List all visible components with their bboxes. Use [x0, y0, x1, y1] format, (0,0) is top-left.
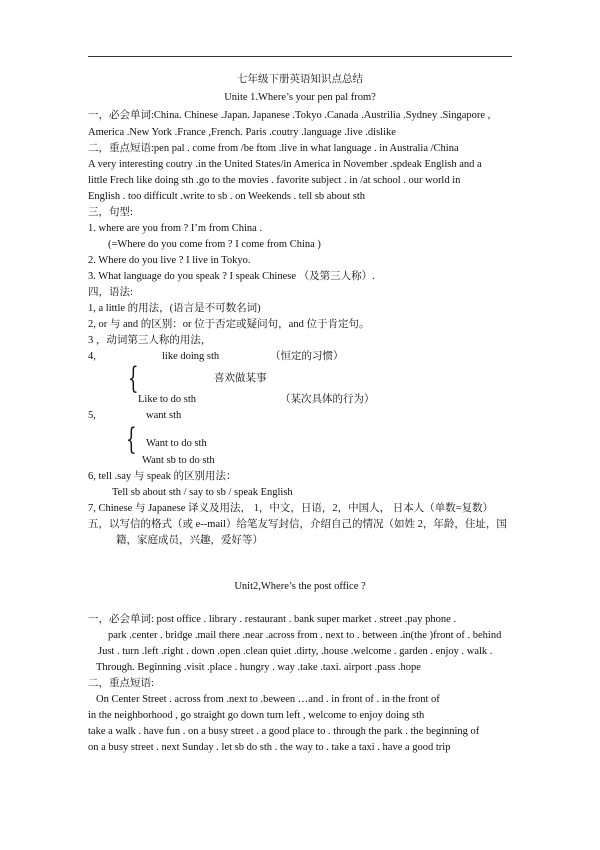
grammar-phrase: want sth — [146, 410, 182, 421]
sentence-line: 2. Where do you live ? I live in Tokyo. — [88, 255, 251, 266]
unit1-vocab-line: America .New York .France ,French. Paris .coutry .language .live .dislike — [88, 127, 396, 138]
grammar-item-number: 5, — [88, 410, 96, 421]
grammar-phrase: like doing sth — [162, 351, 220, 362]
unit1-vocab-line: 一，必会单词:China. Chinese .Japan. Japanese .Tokyo .Canada .Austrilia .Sydney .Singapore , — [88, 110, 491, 121]
sentence-line: 3. What language do you speak ? I speak Chinese （及第三人称）. — [88, 271, 375, 282]
grammar-phrase: Like to do sth — [138, 394, 197, 405]
unit2-phrases-title: 二，重点短语: — [88, 678, 154, 689]
grammar-note: （某次具体的行为） — [280, 394, 375, 405]
sentences-title: 三，句型: — [88, 207, 133, 218]
grammar-phrase: Want sb to do sth — [142, 455, 215, 466]
unit2-vocab-line: park .center . bridge .mail there .near .across from . next to . between .in(the )front of . behind — [108, 630, 502, 641]
unit2-vocab-line: Just . turn .left .right . down .open .clean quiet .dirty, .house .welcome . garden . enjoy . walk . — [98, 646, 493, 657]
grammar-line: Tell sb about sth / say to sb / speak English — [112, 487, 293, 498]
grammar-note: （恒定的习惯） — [270, 351, 344, 362]
sentence-line: (=Where do you come from ? I come from China ) — [108, 239, 321, 250]
letter-task-line: 籍，家庭成员，兴趣，爱好等） — [116, 535, 263, 546]
left-brace-icon: { — [128, 361, 139, 396]
unit2-heading: Unit2,Where’s the post office ? — [234, 581, 366, 592]
unit1-phrase-line: 二，重点短语:pen pal . come from /be ftom .live in what language . in Australia /China — [88, 143, 459, 154]
unit2-phrase-line: On Center Street . across from .next to .beween …and . in front of . in the front of — [96, 694, 440, 705]
unit1-phrase-line: little Frech like doing sth .go to the movies . favorite subject . in /at school . our world in — [88, 175, 461, 186]
document-title: 七年级下册英语知识点总结 — [237, 74, 363, 85]
unit1-phrase-line: A very interesting coutry .in the United States/in America in November .spdeak English and a — [88, 159, 482, 170]
grammar-item-number: 4, — [88, 351, 96, 362]
grammar-line: 3 ，动词第三人称的用法， — [88, 335, 212, 346]
unit2-phrase-line: in the neighborhood , go straight go down turn left , welcome to enjoy doing sth — [88, 710, 425, 721]
grammar-phrase: Want to do sth — [146, 438, 207, 449]
sentence-line: 1. where are you from ? I’m from China . — [88, 223, 263, 234]
letter-task-line: 五，以写信的格式（或 e--mail）给笔友写封信，介绍自己的情况（如姓 2，年龄，住址，国 — [88, 519, 507, 530]
unit2-phrase-line: take a walk . have fun . on a busy street . a good place to . through the park . the beginning of — [88, 726, 480, 737]
grammar-line: 7, Chinese 与 Japanese 译义及用法， 1，中文，日语，2，中国人， 日本人（单数=复数） — [88, 503, 494, 514]
unit2-vocab-line: Through. Beginning .visit .place . hungry . way .take .taxi. airport .pass .hope — [96, 662, 421, 673]
unit1-heading: Unite 1.Where’s your pen pal from? — [224, 92, 376, 103]
grammar-line: 2, or 与 and 的区别：or 位于否定或疑问句，and 位于肯定句。 — [88, 319, 370, 330]
unit1-phrase-line: English . too difficult .write to sb . on Weekends . tell sb about sth — [88, 191, 365, 202]
unit2-vocab-line: 一，必会单词: post office . library . restaurant . bank super market . street .pay phone . — [88, 614, 457, 625]
grammar-meaning: 喜欢做某事 — [214, 373, 267, 384]
unit2-phrase-line: on a busy street . next Sunday . let sb do sth . the way to . take a taxi . have a good trip — [88, 742, 451, 753]
left-brace-icon: { — [126, 422, 137, 457]
grammar-title: 四，语法: — [88, 287, 133, 298]
grammar-line: 1, a little 的用法，(语言是不可数名词) — [88, 303, 261, 314]
grammar-line: 6, tell .say 与 speak 的区别用法： — [88, 471, 237, 482]
header-rule — [88, 56, 512, 57]
